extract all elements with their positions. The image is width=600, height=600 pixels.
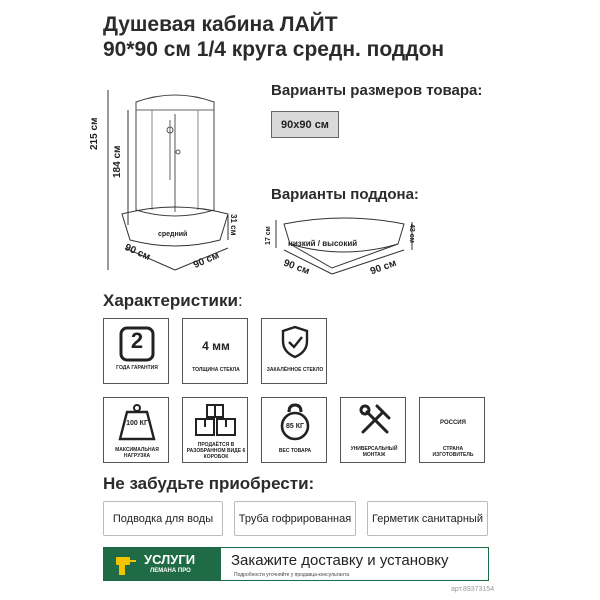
- article-number: арт.89373154: [451, 586, 495, 593]
- glass-thickness-value: 4 мм: [202, 339, 230, 353]
- services-note: Подробности уточняйте у продавца-консультанта: [234, 572, 350, 578]
- product-weight-value: 85 КГ: [286, 423, 304, 430]
- tray-type-label: средний: [158, 231, 188, 238]
- height-outer-label: 215 см: [89, 117, 100, 150]
- tile-product-weight: [261, 397, 327, 463]
- warranty-caption: ГОДА ГАРАНТИЯ: [116, 365, 158, 371]
- tray-height-high-label: 43 см: [408, 224, 415, 243]
- kettlebell-icon: [280, 402, 310, 442]
- services-subtitle: ЛЕМАНА ПРО: [150, 568, 191, 574]
- max-load-caption: МАКСИМАЛЬНАЯ НАГРУЗКА: [115, 447, 159, 459]
- size-option-90x90[interactable]: 90x90 см: [271, 111, 339, 138]
- tempered-glass-caption: ЗАКАЛЁННОЕ СТЕКЛО: [266, 367, 324, 373]
- tray-height-low-label: 17 см: [265, 226, 272, 245]
- also-buy-water-supply[interactable]: Подводка для воды: [103, 501, 223, 536]
- tile-glass-thickness: [182, 318, 248, 384]
- services-main-text: Закажите доставку и установку: [231, 552, 449, 569]
- tray-width-right-label: 90 см: [368, 257, 398, 278]
- product-title: [103, 12, 583, 62]
- warranty-years: 2: [130, 328, 144, 353]
- product-weight-caption: ВЕС ТОВАРА: [278, 448, 312, 454]
- tile-country: [419, 397, 485, 463]
- packaging-caption: ПРОДАЁТСЯ В РАЗОБРАННОМ ВИДЕ 6 КОРОБОК: [186, 442, 246, 460]
- drill-icon: [112, 552, 138, 578]
- height-inner-label: 184 см: [112, 145, 123, 178]
- glass-thickness-caption: ТОЛЩИНА СТЕКЛА: [192, 367, 240, 373]
- tray-variants-heading: Варианты поддона:: [271, 186, 419, 203]
- tempered-glass-shield-icon: [280, 325, 310, 359]
- installation-caption: УНИВЕРСАЛЬНЫЙ МОНТАЖ: [350, 446, 398, 458]
- width-right-label: 90 см: [191, 250, 221, 271]
- services-banner-brand: [104, 548, 221, 580]
- tile-max-load: [103, 397, 169, 463]
- tile-packaging: [182, 397, 248, 463]
- tile-tempered-glass: [261, 318, 327, 384]
- also-buy-corrugated-pipe[interactable]: Труба гофрированная: [234, 501, 356, 536]
- services-title: УСЛУГИ: [144, 552, 196, 567]
- hammer-wrench-icon: [357, 402, 393, 438]
- tray-width-left-label: 90 см: [281, 257, 311, 278]
- size-variants-heading: Варианты размеров товара:: [271, 82, 483, 99]
- country-caption: СТРАНА ИЗГОТОВИТЕЛЬ: [432, 446, 474, 458]
- boxes-icon: [193, 402, 239, 438]
- max-load-value: 100 КГ: [126, 420, 148, 427]
- product-title-line2: 90*90 см 1/4 круга средн. поддон: [103, 38, 445, 61]
- tile-installation: [340, 397, 406, 463]
- also-buy-sealant[interactable]: Герметик санитарный: [367, 501, 488, 536]
- tray-height-label: 31 см: [229, 214, 238, 236]
- tile-warranty: [103, 318, 169, 384]
- tray-type-options-label: низкий / высокий: [288, 239, 358, 248]
- product-title-line1: Душевая кабина ЛАЙТ: [103, 13, 338, 36]
- services-banner[interactable]: [103, 547, 489, 581]
- characteristics-heading: Характеристики:: [103, 291, 243, 310]
- width-left-label: 90 см: [122, 242, 152, 263]
- country-value: РОССИЯ: [440, 420, 466, 426]
- also-buy-heading: Не забудьте приобрести:: [103, 474, 315, 493]
